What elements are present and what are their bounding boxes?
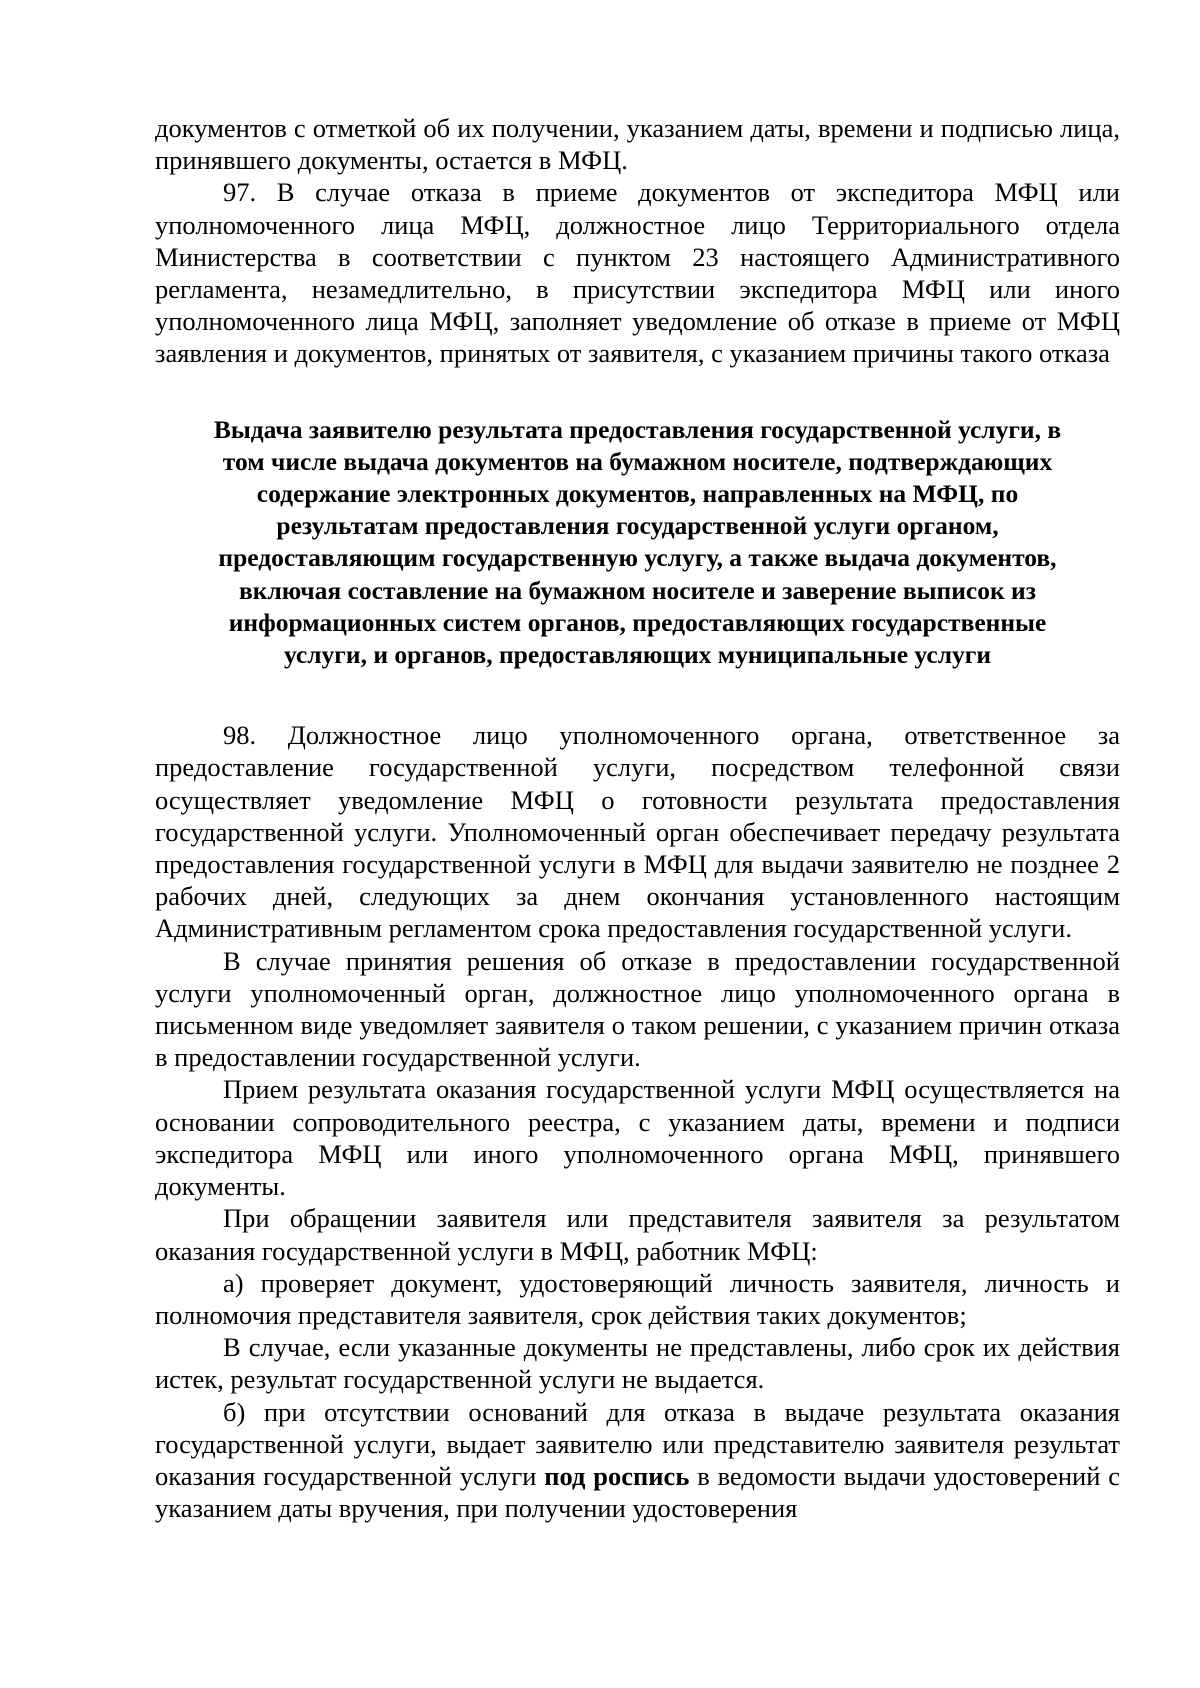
paragraph-refusal: В случае принятия решения об отказе в предоставлении государственной услуги уполномоченный орган, должностное лицо уполномоченного органа в письменном виде уведомляет заявителя о таком решении, с указанием причин отказа в предоставлении государственной услуги. [155, 945, 1120, 1073]
heading-line: включая составление на бумажном носителе и заверение выписок из [238, 575, 1036, 605]
heading-line: содержание электронных документов, направленных на МФЦ, по [256, 479, 1019, 509]
paragraph-continuation: документов с отметкой об их получении, указанием даты, времени и подписью лица, принявшего документы, остается в МФЦ. [155, 113, 1120, 176]
item-b-text-start: б) при отсутствии оснований для отказа в выдаче результата оказания государственной услуги, выдает заявителю или представителю заявителя результат оказания государственной услуги [155, 1396, 1120, 1491]
heading-line: услуги, и органов, предоставляющих муниципальные услуги [283, 640, 992, 670]
paragraph-item-b [155, 1396, 1120, 1525]
paragraph-98: 98. Должностное лицо уполномоченного органа, ответственное за предоставление государственной услуги, посредством телефонной связи осуществляет уведомление МФЦ о готовности результата предоставления государственной услуги. Уполномоченный орган обеспечивает передачу результата предоставления государственной услуги в МФЦ для выдачи заявителю не позднее 2 рабочих дней, следующих за днем окончания установленного настоящим Административным регламентом срока предоставления государственной услуги. [155, 720, 1120, 944]
heading-line: информационных систем органов, предоставляющих государственные [228, 607, 1047, 637]
item-b-bold-signature: под роспись [544, 1460, 690, 1491]
heading-line: результатам предоставления государственной услуги органом, [276, 511, 999, 541]
section-heading [155, 414, 1120, 672]
paragraph-item-a: а) проверяет документ, удостоверяющий личность заявителя, личность и полномочия представителя заявителя, срок действия таких документов; [155, 1267, 1120, 1330]
document-page [155, 112, 1120, 1524]
heading-line: том числе выдача документов на бумажном носителе, подтверждающих [222, 446, 1053, 476]
heading-line: предоставляющим государственную услугу, а также выдача документов, [218, 543, 1057, 573]
paragraph-not-issued: В случае, если указанные документы не представлены, либо срок их действия истек, результат государственной услуги не выдается. [155, 1332, 1120, 1395]
item-b-text-end: в ведомости выдачи удостоверений с указанием даты вручения, при получении удостоверения [155, 1460, 1121, 1524]
heading-line: Выдача заявителю результата предоставления государственной услуги, в [213, 414, 1062, 444]
paragraph-97: 97. В случае отказа в приеме документов от экспедитора МФЦ или уполномоченного лица МФЦ, должностное лицо Территориального отдела Министерства в соответствии с пунктом 23 настоящего Административного регламента, незамедлительно, в присутствии экспедитора МФЦ или иного уполномоченного лица МФЦ, заполняет уведомление об отказе в приеме от МФЦ заявления и документов, принятых от заявителя, с указанием причины такого отказа [155, 177, 1120, 369]
paragraph-applicant-request: При обращении заявителя или представителя заявителя за результатом оказания государственной услуги в МФЦ, работник МФЦ: [155, 1203, 1120, 1266]
paragraph-acceptance: Прием результата оказания государственной услуги МФЦ осуществляется на основании сопроводительного реестра, с указанием даты, времени и подписи экспедитора МФЦ или иного уполномоченного органа МФЦ, принявшего документы. [155, 1074, 1120, 1202]
